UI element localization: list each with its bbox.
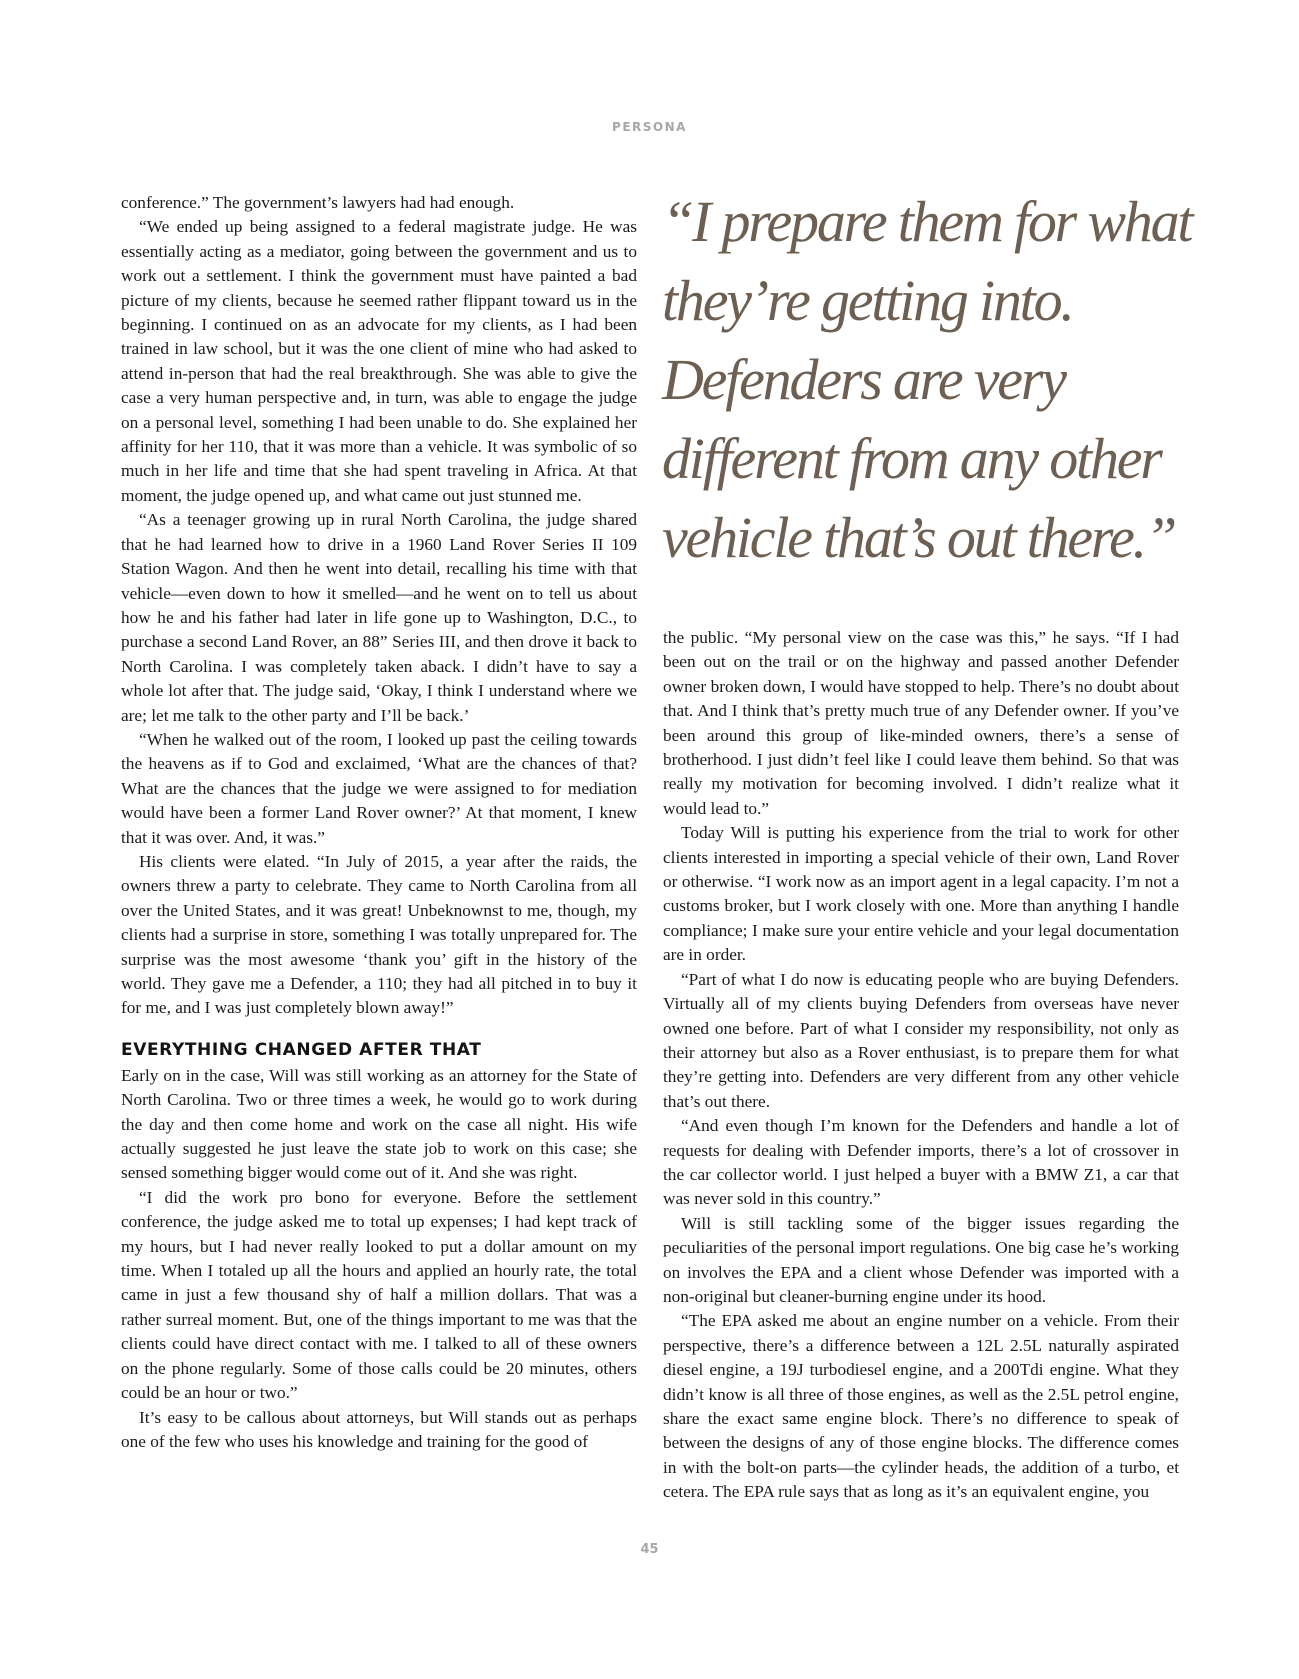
paragraph: “And even though I’m known for the Defenders and handle a lot of requests for dealing with Defender imports, there’s a lot of crossover in the car collector world. I just helped a buyer with a BMW Z1, a car that was never sold in this country.”: [663, 1116, 1179, 1209]
paragraph: It’s easy to be callous about attorneys, but Will stands out as perhaps one of the few who uses his knowledge and training for the good of: [121, 1407, 637, 1451]
right-column: [663, 626, 1179, 1505]
paragraph: His clients were elated. “In July of 2015, a year after the raids, the owners threw a party to celebrate. They came to North Carolina from all over the United States, and it was great! Unbeknownst to me, though, my clients had a surprise in store, something I was totally unprepared for. The surprise was the most awesome ‘thank you’ gift in the history of the world. They gave me a Defender, a 110; they had all pitched in to buy it for me, and I was just completely blown away!”: [121, 851, 637, 1018]
paragraph: “As a teenager growing up in rural North Carolina, the judge shared that he had learned how to drive in a 1960 Land Rover Series II 109 Station Wagon. And then he went into detail, recalling his time with that vehicle—even down to how it smelled—and he went on to tell us about how he and his father had later in life gone up to Washington, D.C., to purchase a second Land Rover, an 88” Series III, and then drove it back to North Carolina. I was completely taken aback. I didn’t have to say a whole lot after that. The judge said, ‘Okay, I think I understand where we are; let me talk to the other party and I’ll be back.’: [121, 510, 637, 725]
paragraph: “We ended up being assigned to a federal magistrate judge. He was essentially acting as a mediator, going between the government and us to work out a settlement. I think the government must have painted a bad picture of my clients, because he seemed rather flippant toward us in the beginning. I continued on as an advocate for my clients, as I had been trained in law school, but it was the one client of mine who had asked to attend in-person that had the real breakthrough. She was able to give the case a very human perspective and, in turn, was able to engage the judge on a personal level, something I had been unable to do. She explained her affinity for her 110, that it was more than a vehicle. It was symbolic of so much in her life and time that she had spent traveling in Africa. At that moment, the judge opened up, and what came out just stunned me.: [121, 217, 637, 505]
paragraph: “When he walked out of the room, I looked up past the ceiling towards the heavens as if to God and exclaimed, ‘What are the chances of that? What are the chances that the judge we were assigned to for mediation would have been a former Land Rover owner?’ At that moment, I knew that it was over. And, it was.”: [121, 729, 637, 847]
running-head: PERSONA: [612, 120, 687, 134]
paragraph: “I did the work pro bono for everyone. Before the settlement conference, the judge asked me to total up expenses; I had kept track of my hours, but I had never really looked to put a dollar amount on my time. When I totaled up all the hours and applied an hourly rate, the total came in just a few thousand shy of half a million dollars. That was a rather surreal moment. But, one of the things important to me was that the clients could have direct contact with me. I talked to all of these owners on the phone regularly. Some of those calls could be 20 minutes, others could be an hour or two.”: [121, 1187, 637, 1403]
paragraph: Will is still tackling some of the bigger issues regarding the peculiarities of the personal import regulations. One big case he’s working on involves the EPA and a client whose Defender was imported with a non-original but cleaner-burning engine under its hood.: [663, 1213, 1179, 1306]
paragraph: Early on in the case, Will was still working as an attorney for the State of North Carolina. Two or three times a week, he would go to work during the day and then come home and work on the case all night. His wife actually suggested he just leave the state job to work on this case; she sensed something bigger would come out of it. And she was right.: [121, 1065, 637, 1183]
page-number: 45: [640, 1542, 659, 1557]
paragraph: conference.” The government’s lawyers had had enough.: [121, 193, 515, 212]
paragraph: “Part of what I do now is educating people who are buying Defenders. Virtually all of my clients buying Defenders from overseas have never owned one before. Part of what I consider my responsibility, not only as their attorney but also as a Rover enthusiast, is to prepare them for what they’re getting into. Defenders are very different from any other vehicle that’s out there.: [663, 969, 1179, 1111]
section-heading: EVERYTHING CHANGED AFTER THAT: [121, 1039, 482, 1060]
paragraph: Today Will is putting his experience from the trial to work for other clients interested in importing a special vehicle of their own, Land Rover or otherwise. “I work now as an import agent in a legal capacity. I’m not a customs broker, but I work closely with one. More than anything I handle compliance; I make sure your entire vehicle and your legal documentation are in order.: [663, 823, 1179, 965]
paragraph: the public. “My personal view on the case was this,” he says. “If I had been out on the trail or on the highway and passed another Defender owner broken down, I would have stopped to help. There’s no doubt about that. And I think that’s pretty much true of any Defender owner. If you’ve been around this group of like-minded owners, there’s a sense of brotherhood. I just didn’t feel like I could leave them behind. So that was really my motivation for becoming involved. I didn’t realize what it would lead to.”: [663, 628, 1179, 818]
paragraph: “The EPA asked me about an engine number on a vehicle. From their perspective, there’s a difference between a 12L 2.5L naturally aspirated diesel engine, a 19J turbodiesel engine, and a 200Tdi engine. What they didn’t know is all three of those engines, as well as the 2.5L petrol engine, share the exact same engine block. There’s no difference to speak of between the designs of any of those engine blocks. The difference comes in with the bolt-on parts—the cylinder heads, the addition of a turbo, et cetera. The EPA rule says that as long as it’s an equivalent engine, you: [663, 1311, 1179, 1502]
pull-quote: “I prepare them for what they’re getting into. Defenders are very different from any other vehicle that’s out there.”: [662, 189, 1192, 570]
left-column: [121, 191, 637, 1454]
